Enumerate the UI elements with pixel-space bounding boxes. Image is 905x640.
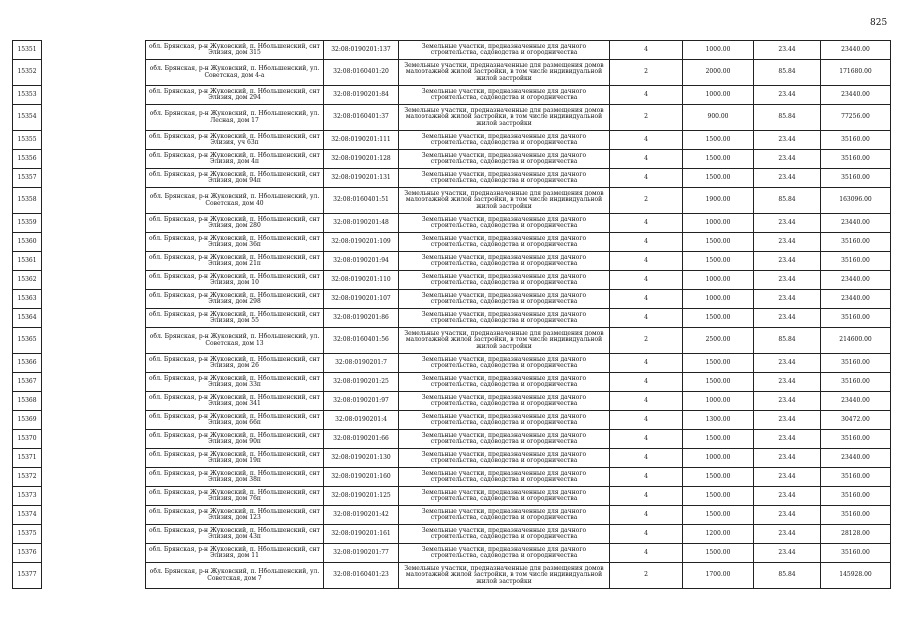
address-cell: обл. Брянская, р-н Жуковский, п. Нбольшенский, ул. Советская, дом 40 bbox=[146, 188, 324, 214]
row-number-row bbox=[13, 150, 42, 169]
cadastral-number-cell: 32:08:0190201:161 bbox=[324, 525, 399, 544]
area-cell: 1900.00 bbox=[683, 188, 754, 214]
group-number-cell: 4 bbox=[610, 41, 683, 60]
cadastral-value-cell: 35160.00 bbox=[821, 309, 891, 328]
table-row bbox=[146, 271, 891, 290]
land-plot-table-body bbox=[146, 41, 891, 589]
cadastral-number-cell: 32:08:0190201:125 bbox=[324, 487, 399, 506]
table-row bbox=[146, 411, 891, 430]
group-number-cell: 4 bbox=[610, 271, 683, 290]
cadastral-value-cell: 145928.00 bbox=[821, 563, 891, 589]
cadastral-number-cell: 32:08:0160401:23 bbox=[324, 563, 399, 589]
cadastral-value-cell: 23440.00 bbox=[821, 290, 891, 309]
cadastral-value-cell: 35160.00 bbox=[821, 252, 891, 271]
land-purpose-cell: Земельные участки, предназначенные для размещения домов малоэтажной жилой застройки, в том числе индивидуальной жилой застройки bbox=[399, 105, 610, 131]
cadastral-number-cell: 32:08:0190201:77 bbox=[324, 544, 399, 563]
area-cell: 1500.00 bbox=[683, 544, 754, 563]
land-purpose-cell: Земельные участки, предназначенные для дачного строительства, садоводства и огородничества bbox=[399, 271, 610, 290]
specific-value-cell: 85.84 bbox=[754, 328, 821, 354]
group-number-cell: 4 bbox=[610, 468, 683, 487]
specific-value-cell: 23.44 bbox=[754, 309, 821, 328]
address-cell: обл. Брянская, р-н Жуковский, п. Нбольшенский, снт Элизия, дом 36п bbox=[146, 233, 324, 252]
area-cell: 1500.00 bbox=[683, 252, 754, 271]
group-number-cell: 4 bbox=[610, 449, 683, 468]
address-cell: обл. Брянская, р-н Жуковский, п. Нбольшенский, снт Элизия, дом 298 bbox=[146, 290, 324, 309]
cadastral-value-cell: 35160.00 bbox=[821, 354, 891, 373]
row-number-column bbox=[12, 40, 41, 589]
area-cell: 1500.00 bbox=[683, 131, 754, 150]
area-cell: 1500.00 bbox=[683, 169, 754, 188]
row-number-cell: 15356 bbox=[13, 150, 42, 169]
row-number-cell: 15366 bbox=[13, 354, 42, 373]
land-purpose-cell: Земельные участки, предназначенные для дачного строительства, садоводства и огородничества bbox=[399, 449, 610, 468]
specific-value-cell: 85.84 bbox=[754, 563, 821, 589]
group-number-cell: 4 bbox=[610, 309, 683, 328]
table-row bbox=[146, 525, 891, 544]
row-number-cell: 15355 bbox=[13, 131, 42, 150]
row-number-row bbox=[13, 131, 42, 150]
cadastral-number-cell: 32:08:0190201:107 bbox=[324, 290, 399, 309]
cadastral-number-cell: 32:08:0190201:97 bbox=[324, 392, 399, 411]
specific-value-cell: 23.44 bbox=[754, 131, 821, 150]
area-cell: 1500.00 bbox=[683, 309, 754, 328]
row-number-row bbox=[13, 449, 42, 468]
land-purpose-cell: Земельные участки, предназначенные для дачного строительства, садоводства и огородничества bbox=[399, 150, 610, 169]
address-cell: обл. Брянская, р-н Жуковский, п. Нбольшенский, ул. Советская, дом 13 bbox=[146, 328, 324, 354]
land-purpose-cell: Земельные участки, предназначенные для дачного строительства, садоводства и огородничества bbox=[399, 41, 610, 60]
area-cell: 1000.00 bbox=[683, 290, 754, 309]
row-number-cell: 15353 bbox=[13, 86, 42, 105]
area-cell: 1500.00 bbox=[683, 233, 754, 252]
row-number-row bbox=[13, 468, 42, 487]
address-cell: обл. Брянская, р-н Жуковский, п. Нбольшенский, снт Элизия, дом 11 bbox=[146, 544, 324, 563]
area-cell: 1500.00 bbox=[683, 506, 754, 525]
specific-value-cell: 23.44 bbox=[754, 290, 821, 309]
cadastral-number-cell: 32:08:0160401:51 bbox=[324, 188, 399, 214]
specific-value-cell: 23.44 bbox=[754, 150, 821, 169]
address-cell: обл. Брянская, р-н Жуковский, п. Нбольшенский, снт Элизия, дом 123 bbox=[146, 506, 324, 525]
cadastral-value-cell: 35160.00 bbox=[821, 468, 891, 487]
address-cell: обл. Брянская, р-н Жуковский, п. Нбольшенский, ул. Советская, дом 7 bbox=[146, 563, 324, 589]
specific-value-cell: 23.44 bbox=[754, 86, 821, 105]
table-row bbox=[146, 290, 891, 309]
specific-value-cell: 23.44 bbox=[754, 271, 821, 290]
row-number-cell: 15369 bbox=[13, 411, 42, 430]
cadastral-value-cell: 35160.00 bbox=[821, 373, 891, 392]
table-row bbox=[146, 233, 891, 252]
row-number-cell: 15357 bbox=[13, 169, 42, 188]
row-number-cell: 15364 bbox=[13, 309, 42, 328]
area-cell: 1500.00 bbox=[683, 468, 754, 487]
row-number-body bbox=[13, 41, 42, 589]
specific-value-cell: 23.44 bbox=[754, 468, 821, 487]
cadastral-value-cell: 35160.00 bbox=[821, 430, 891, 449]
table-row bbox=[146, 252, 891, 271]
row-number-row bbox=[13, 563, 42, 589]
cadastral-number-cell: 32:08:0160401:56 bbox=[324, 328, 399, 354]
row-number-row bbox=[13, 354, 42, 373]
specific-value-cell: 85.84 bbox=[754, 188, 821, 214]
group-number-cell: 4 bbox=[610, 169, 683, 188]
cadastral-value-cell: 23440.00 bbox=[821, 86, 891, 105]
group-number-cell: 4 bbox=[610, 233, 683, 252]
table-row bbox=[146, 373, 891, 392]
address-cell: обл. Брянская, р-н Жуковский, п. Нбольшенский, снт Элизия, дом 66п bbox=[146, 411, 324, 430]
row-number-cell: 15354 bbox=[13, 105, 42, 131]
table-row bbox=[146, 430, 891, 449]
land-purpose-cell: Земельные участки, предназначенные для дачного строительства, садоводства и огородничества bbox=[399, 544, 610, 563]
land-purpose-cell: Земельные участки, предназначенные для дачного строительства, садоводства и огородничества bbox=[399, 131, 610, 150]
land-purpose-cell: Земельные участки, предназначенные для дачного строительства, садоводства и огородничества bbox=[399, 252, 610, 271]
area-cell: 1000.00 bbox=[683, 214, 754, 233]
cadastral-value-cell: 23440.00 bbox=[821, 214, 891, 233]
cadastral-value-cell: 163096.00 bbox=[821, 188, 891, 214]
table-row bbox=[146, 354, 891, 373]
cadastral-number-cell: 32:08:0190201:110 bbox=[324, 271, 399, 290]
cadastral-value-cell: 30472.00 bbox=[821, 411, 891, 430]
cadastral-number-cell: 32:08:0190201:4 bbox=[324, 411, 399, 430]
address-cell: обл. Брянская, р-н Жуковский, п. Нбольшенский, снт Элизия, дом 19п bbox=[146, 449, 324, 468]
row-number-row bbox=[13, 169, 42, 188]
table-row bbox=[146, 214, 891, 233]
specific-value-cell: 23.44 bbox=[754, 544, 821, 563]
specific-value-cell: 23.44 bbox=[754, 169, 821, 188]
cadastral-value-cell: 23440.00 bbox=[821, 392, 891, 411]
row-number-cell: 15367 bbox=[13, 373, 42, 392]
row-number-cell: 15373 bbox=[13, 487, 42, 506]
group-number-cell: 4 bbox=[610, 131, 683, 150]
group-number-cell: 2 bbox=[610, 563, 683, 589]
cadastral-number-cell: 32:08:0190201:48 bbox=[324, 214, 399, 233]
cadastral-value-cell: 35160.00 bbox=[821, 233, 891, 252]
land-purpose-cell: Земельные участки, предназначенные для дачного строительства, садоводства и огородничества bbox=[399, 86, 610, 105]
row-number-row bbox=[13, 105, 42, 131]
address-cell: обл. Брянская, р-н Жуковский, п. Нбольшенский, снт Элизия, дом 26 bbox=[146, 354, 324, 373]
table-row bbox=[146, 41, 891, 60]
table-row bbox=[146, 563, 891, 589]
table-row bbox=[146, 468, 891, 487]
specific-value-cell: 23.44 bbox=[754, 214, 821, 233]
table-row bbox=[146, 150, 891, 169]
area-cell: 1500.00 bbox=[683, 150, 754, 169]
group-number-cell: 4 bbox=[610, 214, 683, 233]
row-number-cell: 15351 bbox=[13, 41, 42, 60]
cadastral-number-cell: 32:08:0190201:131 bbox=[324, 169, 399, 188]
group-number-cell: 4 bbox=[610, 373, 683, 392]
area-cell: 1000.00 bbox=[683, 271, 754, 290]
row-number-cell: 15365 bbox=[13, 328, 42, 354]
cadastral-number-cell: 32:08:0190201:7 bbox=[324, 354, 399, 373]
address-cell: обл. Брянская, р-н Жуковский, п. Нбольшенский, ул. Советская, дом 4-а bbox=[146, 60, 324, 86]
address-cell: обл. Брянская, р-н Жуковский, п. Нбольшенский, снт Элизия, дом 315 bbox=[146, 41, 324, 60]
row-number-cell: 15359 bbox=[13, 214, 42, 233]
table-row bbox=[146, 60, 891, 86]
row-number-row bbox=[13, 411, 42, 430]
address-cell: обл. Брянская, р-н Жуковский, п. Нбольшенский, снт Элизия, дом 341 bbox=[146, 392, 324, 411]
area-cell: 2000.00 bbox=[683, 60, 754, 86]
row-number-row bbox=[13, 506, 42, 525]
area-cell: 1300.00 bbox=[683, 411, 754, 430]
address-cell: обл. Брянская, р-н Жуковский, п. Нбольшенский, снт Элизия, дом 90п bbox=[146, 430, 324, 449]
land-purpose-cell: Земельные участки, предназначенные для дачного строительства, садоводства и огородничества bbox=[399, 309, 610, 328]
land-purpose-cell: Земельные участки, предназначенные для дачного строительства, садоводства и огородничества bbox=[399, 487, 610, 506]
cadastral-value-cell: 23440.00 bbox=[821, 271, 891, 290]
cadastral-number-cell: 32:08:0190201:25 bbox=[324, 373, 399, 392]
cadastral-number-cell: 32:08:0160401:37 bbox=[324, 105, 399, 131]
area-cell: 1700.00 bbox=[683, 563, 754, 589]
specific-value-cell: 23.44 bbox=[754, 354, 821, 373]
cadastral-value-cell: 35160.00 bbox=[821, 544, 891, 563]
table-row bbox=[146, 169, 891, 188]
cadastral-number-cell: 32:08:0190201:128 bbox=[324, 150, 399, 169]
row-number-row bbox=[13, 41, 42, 60]
cadastral-value-cell: 23440.00 bbox=[821, 449, 891, 468]
cadastral-value-cell: 23440.00 bbox=[821, 41, 891, 60]
group-number-cell: 4 bbox=[610, 430, 683, 449]
address-cell: обл. Брянская, р-н Жуковский, п. Нбольшенский, снт Элизия, дом 76п bbox=[146, 487, 324, 506]
row-number-row bbox=[13, 290, 42, 309]
address-cell: обл. Брянская, р-н Жуковский, п. Нбольшенский, снт Элизия, дом 4п bbox=[146, 150, 324, 169]
area-cell: 1500.00 bbox=[683, 354, 754, 373]
group-number-cell: 2 bbox=[610, 60, 683, 86]
area-cell: 2500.00 bbox=[683, 328, 754, 354]
land-purpose-cell: Земельные участки, предназначенные для дачного строительства, садоводства и огородничества bbox=[399, 411, 610, 430]
row-number-row bbox=[13, 214, 42, 233]
table-row bbox=[146, 506, 891, 525]
area-cell: 1200.00 bbox=[683, 525, 754, 544]
cadastral-number-cell: 32:08:0190201:42 bbox=[324, 506, 399, 525]
cadastral-number-cell: 32:08:0190201:109 bbox=[324, 233, 399, 252]
table-row bbox=[146, 544, 891, 563]
specific-value-cell: 23.44 bbox=[754, 430, 821, 449]
land-purpose-cell: Земельные участки, предназначенные для размещения домов малоэтажной жилой застройки, в том числе индивидуальной жилой застройки bbox=[399, 563, 610, 589]
row-number-row bbox=[13, 233, 42, 252]
row-number-row bbox=[13, 188, 42, 214]
group-number-cell: 4 bbox=[610, 290, 683, 309]
area-cell: 1500.00 bbox=[683, 373, 754, 392]
land-purpose-cell: Земельные участки, предназначенные для размещения домов малоэтажной жилой застройки, в том числе индивидуальной жилой застройки bbox=[399, 60, 610, 86]
address-cell: обл. Брянская, р-н Жуковский, п. Нбольшенский, снт Элизия, дом 280 bbox=[146, 214, 324, 233]
table-row bbox=[146, 392, 891, 411]
land-purpose-cell: Земельные участки, предназначенные для дачного строительства, садоводства и огородничества bbox=[399, 392, 610, 411]
specific-value-cell: 23.44 bbox=[754, 506, 821, 525]
group-number-cell: 2 bbox=[610, 328, 683, 354]
row-number-row bbox=[13, 60, 42, 86]
specific-value-cell: 23.44 bbox=[754, 525, 821, 544]
land-purpose-cell: Земельные участки, предназначенные для дачного строительства, садоводства и огородничества bbox=[399, 468, 610, 487]
specific-value-cell: 23.44 bbox=[754, 487, 821, 506]
cadastral-number-cell: 32:08:0190201:94 bbox=[324, 252, 399, 271]
area-cell: 1500.00 bbox=[683, 430, 754, 449]
cadastral-number-cell: 32:08:0190201:86 bbox=[324, 309, 399, 328]
address-cell: обл. Брянская, р-н Жуковский, п. Нбольшенский, снт Элизия, дом 10 bbox=[146, 271, 324, 290]
land-plot-table-block bbox=[145, 40, 890, 589]
row-number-cell: 15360 bbox=[13, 233, 42, 252]
specific-value-cell: 23.44 bbox=[754, 41, 821, 60]
address-cell: обл. Брянская, р-н Жуковский, п. Нбольшенский, снт Элизия, дом 38п bbox=[146, 468, 324, 487]
row-number-row bbox=[13, 392, 42, 411]
land-purpose-cell: Земельные участки, предназначенные для дачного строительства, садоводства и огородничества bbox=[399, 354, 610, 373]
land-purpose-cell: Земельные участки, предназначенные для дачного строительства, садоводства и огородничества bbox=[399, 290, 610, 309]
group-number-cell: 4 bbox=[610, 392, 683, 411]
group-number-cell: 4 bbox=[610, 487, 683, 506]
row-number-cell: 15372 bbox=[13, 468, 42, 487]
table-row bbox=[146, 309, 891, 328]
row-number-row bbox=[13, 86, 42, 105]
row-number-row bbox=[13, 430, 42, 449]
row-number-row bbox=[13, 544, 42, 563]
area-cell: 900.00 bbox=[683, 105, 754, 131]
cadastral-number-cell: 32:08:0160401:20 bbox=[324, 60, 399, 86]
land-purpose-cell: Земельные участки, предназначенные для дачного строительства, садоводства и огородничества bbox=[399, 525, 610, 544]
specific-value-cell: 85.84 bbox=[754, 105, 821, 131]
address-cell: обл. Брянская, р-н Жуковский, п. Нбольшенский, ул. Лесная, дом 17 bbox=[146, 105, 324, 131]
cadastral-number-cell: 32:08:0190201:111 bbox=[324, 131, 399, 150]
area-cell: 1000.00 bbox=[683, 86, 754, 105]
land-purpose-cell: Земельные участки, предназначенные для дачного строительства, садоводства и огородничества bbox=[399, 169, 610, 188]
table-row bbox=[146, 188, 891, 214]
specific-value-cell: 23.44 bbox=[754, 233, 821, 252]
table-row bbox=[146, 105, 891, 131]
row-number-cell: 15376 bbox=[13, 544, 42, 563]
cadastral-number-cell: 32:08:0190201:160 bbox=[324, 468, 399, 487]
land-purpose-cell: Земельные участки, предназначенные для дачного строительства, садоводства и огородничества bbox=[399, 214, 610, 233]
land-plot-table bbox=[145, 40, 891, 589]
group-number-cell: 4 bbox=[610, 354, 683, 373]
cadastral-value-cell: 171680.00 bbox=[821, 60, 891, 86]
specific-value-cell: 23.44 bbox=[754, 252, 821, 271]
address-cell: обл. Брянская, р-н Жуковский, п. Нбольшенский, снт Элизия, дом 94п bbox=[146, 169, 324, 188]
cadastral-number-cell: 32:08:0190201:66 bbox=[324, 430, 399, 449]
row-number-cell: 15363 bbox=[13, 290, 42, 309]
cadastral-value-cell: 35160.00 bbox=[821, 506, 891, 525]
area-cell: 1000.00 bbox=[683, 392, 754, 411]
specific-value-cell: 23.44 bbox=[754, 373, 821, 392]
row-number-row bbox=[13, 328, 42, 354]
specific-value-cell: 23.44 bbox=[754, 411, 821, 430]
row-number-cell: 15371 bbox=[13, 449, 42, 468]
row-number-row bbox=[13, 309, 42, 328]
group-number-cell: 2 bbox=[610, 105, 683, 131]
land-purpose-cell: Земельные участки, предназначенные для дачного строительства, садоводства и огородничества bbox=[399, 506, 610, 525]
cadastral-value-cell: 77256.00 bbox=[821, 105, 891, 131]
group-number-cell: 4 bbox=[610, 86, 683, 105]
specific-value-cell: 23.44 bbox=[754, 392, 821, 411]
group-number-cell: 4 bbox=[610, 544, 683, 563]
row-number-row bbox=[13, 487, 42, 506]
page-number: 825 bbox=[870, 18, 888, 28]
specific-value-cell: 23.44 bbox=[754, 449, 821, 468]
cadastral-value-cell: 35160.00 bbox=[821, 131, 891, 150]
group-number-cell: 2 bbox=[610, 188, 683, 214]
row-number-row bbox=[13, 271, 42, 290]
cadastral-number-cell: 32:08:0190201:130 bbox=[324, 449, 399, 468]
row-number-cell: 15368 bbox=[13, 392, 42, 411]
row-number-cell: 15374 bbox=[13, 506, 42, 525]
address-cell: обл. Брянская, р-н Жуковский, п. Нбольшенский, снт Элизия, дом 21п bbox=[146, 252, 324, 271]
specific-value-cell: 85.84 bbox=[754, 60, 821, 86]
area-cell: 1000.00 bbox=[683, 41, 754, 60]
cadastral-value-cell: 35160.00 bbox=[821, 169, 891, 188]
group-number-cell: 4 bbox=[610, 252, 683, 271]
cadastral-value-cell: 214600.00 bbox=[821, 328, 891, 354]
land-purpose-cell: Земельные участки, предназначенные для дачного строительства, садоводства и огородничества bbox=[399, 373, 610, 392]
address-cell: обл. Брянская, р-н Жуковский, п. Нбольшенский, снт Элизия, уч 63п bbox=[146, 131, 324, 150]
address-cell: обл. Брянская, р-н Жуковский, п. Нбольшенский, снт Элизия, дом 55 bbox=[146, 309, 324, 328]
address-cell: обл. Брянская, р-н Жуковский, п. Нбольшенский, снт Элизия, дом 43п bbox=[146, 525, 324, 544]
cadastral-value-cell: 35160.00 bbox=[821, 150, 891, 169]
address-cell: обл. Брянская, р-н Жуковский, п. Нбольшенский, снт Элизия, дом 294 bbox=[146, 86, 324, 105]
table-row bbox=[146, 449, 891, 468]
row-number-cell: 15362 bbox=[13, 271, 42, 290]
land-purpose-cell: Земельные участки, предназначенные для дачного строительства, садоводства и огородничества bbox=[399, 233, 610, 252]
land-purpose-cell: Земельные участки, предназначенные для размещения домов малоэтажной жилой застройки, в том числе индивидуальной жилой застройки bbox=[399, 188, 610, 214]
cadastral-value-cell: 35160.00 bbox=[821, 487, 891, 506]
cadastral-number-cell: 32:08:0190201:137 bbox=[324, 41, 399, 60]
row-number-row bbox=[13, 525, 42, 544]
table-row bbox=[146, 131, 891, 150]
group-number-cell: 4 bbox=[610, 411, 683, 430]
land-purpose-cell: Земельные участки, предназначенные для размещения домов малоэтажной жилой застройки, в том числе индивидуальной жилой застройки bbox=[399, 328, 610, 354]
row-number-row bbox=[13, 252, 42, 271]
row-number-row bbox=[13, 373, 42, 392]
table-row bbox=[146, 487, 891, 506]
group-number-cell: 4 bbox=[610, 525, 683, 544]
row-number-cell: 15377 bbox=[13, 563, 42, 589]
area-cell: 1500.00 bbox=[683, 487, 754, 506]
cadastral-number-cell: 32:08:0190201:84 bbox=[324, 86, 399, 105]
land-purpose-cell: Земельные участки, предназначенные для дачного строительства, садоводства и огородничества bbox=[399, 430, 610, 449]
table-row bbox=[146, 328, 891, 354]
row-number-cell: 15352 bbox=[13, 60, 42, 86]
row-number-cell: 15358 bbox=[13, 188, 42, 214]
group-number-cell: 4 bbox=[610, 506, 683, 525]
address-cell: обл. Брянская, р-н Жуковский, п. Нбольшенский, снт Элизия, дом 33п bbox=[146, 373, 324, 392]
area-cell: 1000.00 bbox=[683, 449, 754, 468]
row-number-cell: 15375 bbox=[13, 525, 42, 544]
row-number-cell: 15370 bbox=[13, 430, 42, 449]
table-row bbox=[146, 86, 891, 105]
cadastral-value-cell: 28128.00 bbox=[821, 525, 891, 544]
row-number-cell: 15361 bbox=[13, 252, 42, 271]
group-number-cell: 4 bbox=[610, 150, 683, 169]
row-number-table bbox=[12, 40, 42, 589]
